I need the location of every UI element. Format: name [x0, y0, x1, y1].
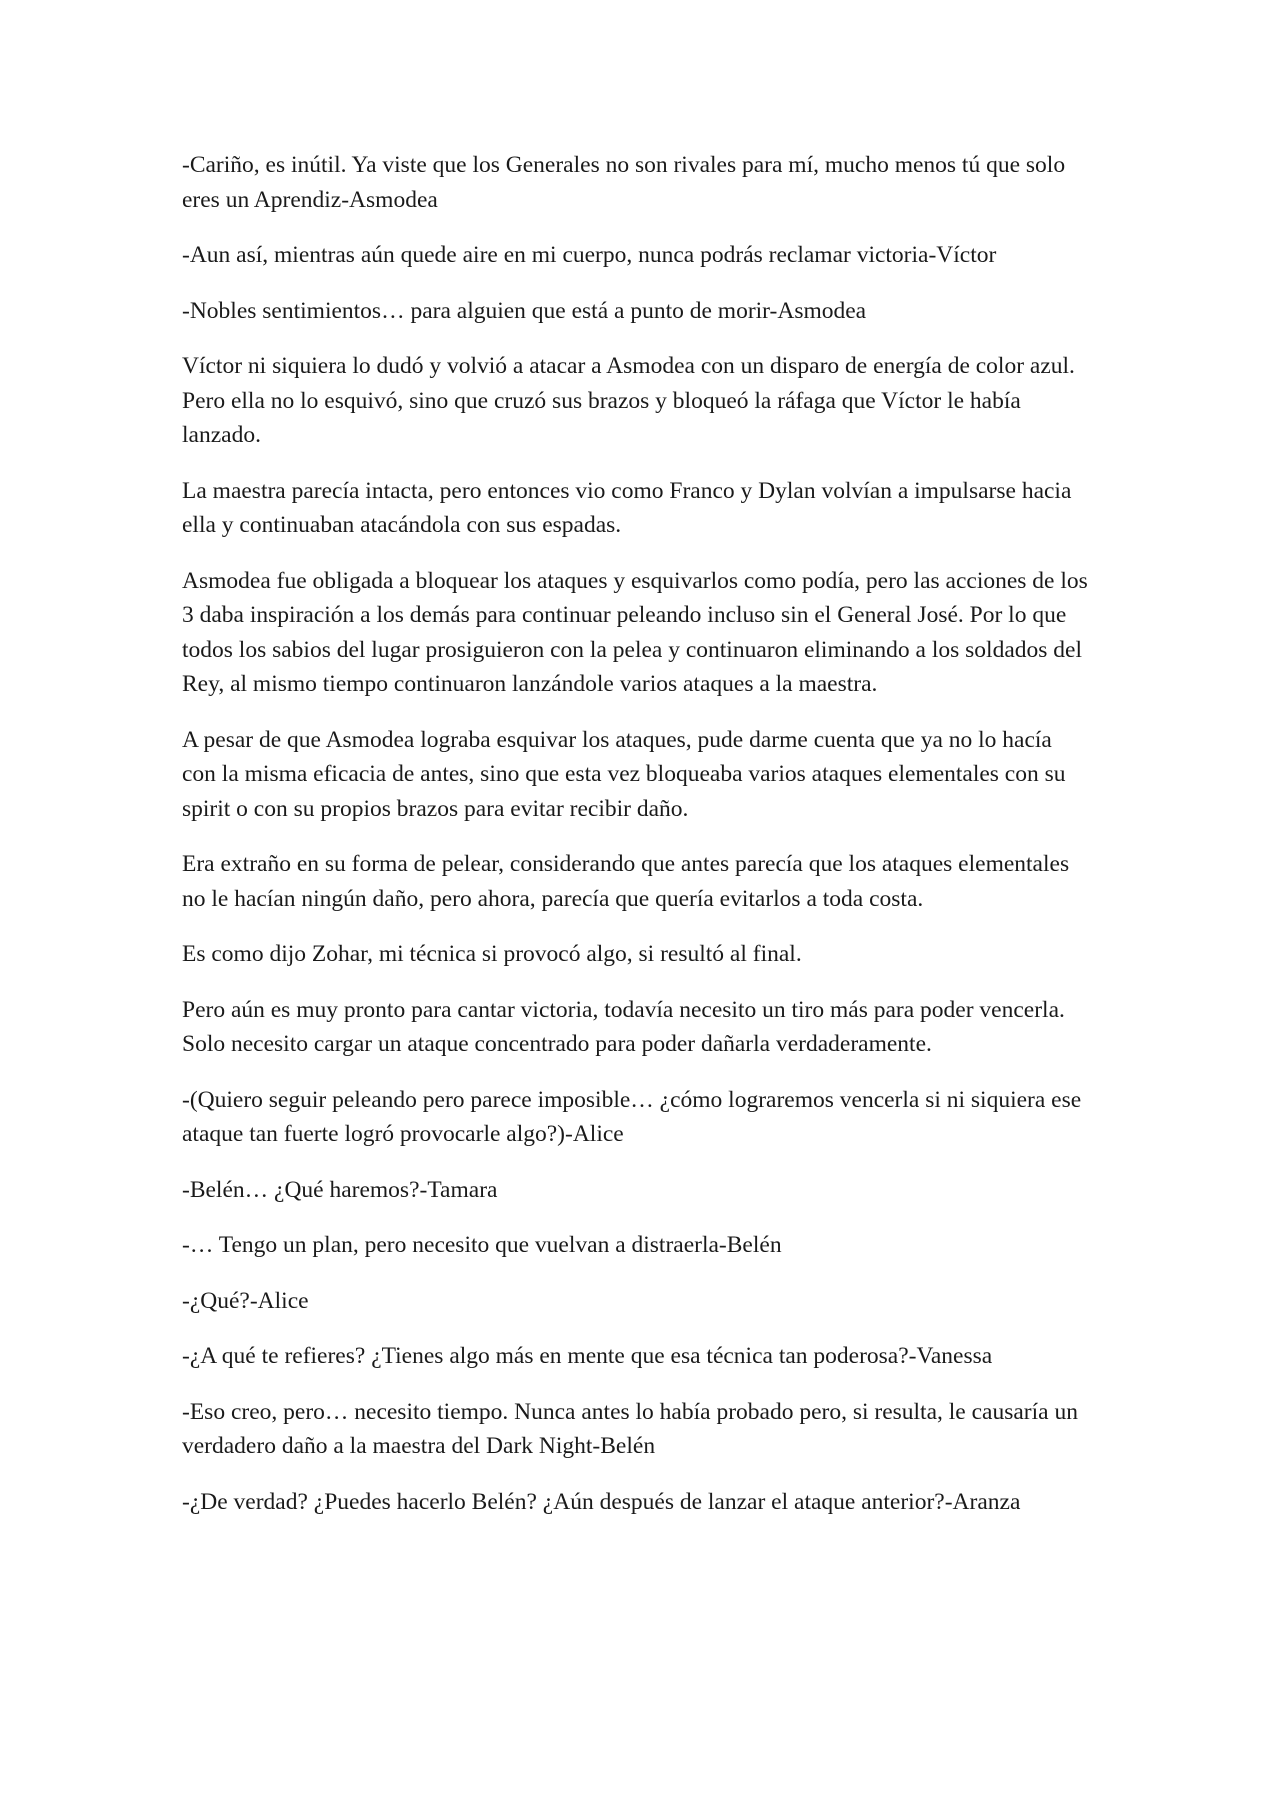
- paragraph: Asmodea fue obligada a bloquear los ataques y esquivarlos como podía, pero las acciones de los 3 daba inspiración a los demás para continuar peleando incluso sin el General José. Por lo que todos los sabios del lugar prosiguieron con la pelea y continuaron eliminando a los soldados del Rey, al mismo tiempo continuaron lanzándole varios ataques a la maestra.: [182, 567, 1088, 697]
- paragraph: -¿Qué?-Alice: [182, 1287, 309, 1314]
- paragraph: La maestra parecía intacta, pero entonces vio como Franco y Dylan volvían a impulsarse hacia ella y continuaban atacándola con sus espadas.: [182, 477, 1072, 538]
- paragraph: -… Tengo un plan, pero necesito que vuelvan a distraerla-Belén: [182, 1232, 782, 1258]
- document-body: [182, 148, 1090, 1540]
- paragraph: -Belén… ¿Qué haremos?-Tamara: [182, 1176, 498, 1203]
- paragraph: -¿De verdad? ¿Puedes hacerlo Belén? ¿Aún después de lanzar el ataque anterior?-Aranza: [182, 1488, 1021, 1515]
- paragraph: -Eso creo, pero… necesito tiempo. Nunca antes lo había probado pero, si resulta, le causaría un verdadero daño a la maestra del Dark Night-Belén: [182, 1398, 1078, 1459]
- paragraph: Víctor ni siquiera lo dudó y volvió a atacar a Asmodea con un disparo de energía de color azul. Pero ella no lo esquivó, sino que cruzó sus brazos y bloqueó la ráfaga que Víctor le había lanzado.: [182, 353, 1075, 448]
- paragraph: Es como dijo Zohar, mi técnica si provocó algo, si resultó al final.: [182, 941, 802, 967]
- paragraph: Pero aún es muy pronto para cantar victoria, todavía necesito un tiro más para poder vencerla. Solo necesito cargar un ataque concentrado para poder dañarla verdaderamente.: [182, 996, 1065, 1057]
- paragraph: Era extraño en su forma de pelear, considerando que antes parecía que los ataques elementales no le hacían ningún daño, pero ahora, parecía que quería evitarlos a toda costa.: [182, 851, 1070, 912]
- paragraph: A pesar de que Asmodea lograba esquivar los ataques, pude darme cuenta que ya no lo hacía con la misma eficacia de antes, sino que esta vez bloqueaba varios ataques elementales con su spirit o con su propios brazos para evitar recibir daño.: [182, 726, 1066, 822]
- paragraph: -(Quiero seguir peleando pero parece imposible… ¿cómo lograremos vencerla si ni siquiera ese ataque tan fuerte logró provocarle algo?)-Alice: [182, 1086, 1082, 1147]
- paragraph: -¿A qué te refieres? ¿Tienes algo más en mente que esa técnica tan poderosa?-Vanessa: [182, 1343, 993, 1369]
- paragraph: -Aun así, mientras aún quede aire en mi cuerpo, nunca podrás reclamar victoria-Víctor: [182, 242, 997, 268]
- paragraph: -Nobles sentimientos… para alguien que está a punto de morir-Asmodea: [182, 297, 867, 324]
- paragraph: -Cariño, es inútil. Ya viste que los Generales no son rivales para mí, mucho menos tú que solo eres un Aprendiz-Asmodea: [182, 152, 1066, 213]
